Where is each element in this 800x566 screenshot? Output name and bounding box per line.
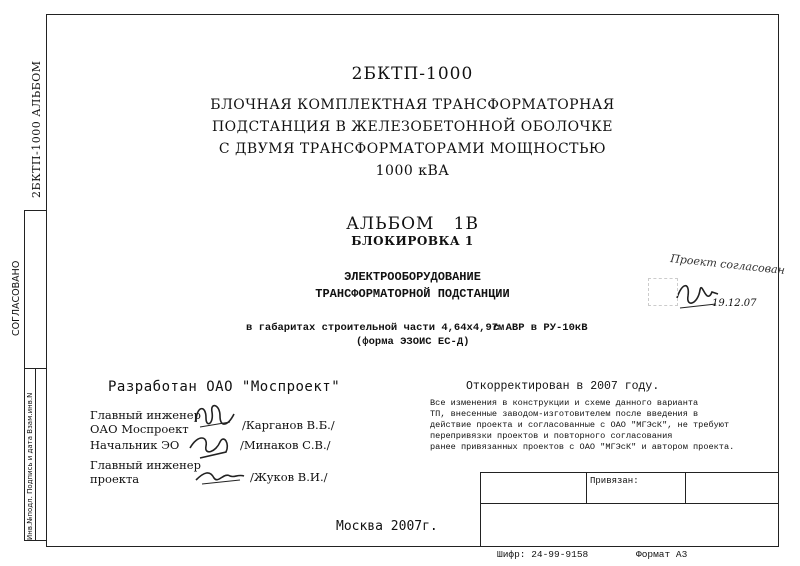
- side-stamp-bottom: [24, 540, 46, 541]
- person-1-name: /Карганов В.Б./: [242, 418, 335, 432]
- section-line-1: ЭЛЕКТРООБОРУДОВАНИЕ: [344, 270, 481, 284]
- stamp-mid-line: [480, 503, 779, 504]
- developer-label: Разработан ОАО "Моспроект": [108, 379, 341, 395]
- side-agreed-label: СОГЛАСОВАНО: [11, 260, 22, 336]
- person-1-role-line-2: ОАО Моспроект: [90, 422, 189, 436]
- correction-line-2: ТП, внесенные заводом-изготовителем после введения в: [430, 409, 699, 419]
- stamp-col-1: [586, 472, 587, 503]
- title-line-3: С ДВУМЯ ТРАНСФОРМАТОРАМИ МОЩНОСТЬЮ: [218, 141, 607, 157]
- correction-line-3: действие проекта и согласованные с ОАО "МГЭсК", не требуют: [430, 420, 730, 430]
- format-label: Формат А3: [636, 549, 688, 560]
- person-1-role-line-1: Главный инженер: [90, 408, 201, 422]
- cipher: Шифр: 24-99-9158: [497, 549, 589, 560]
- block-label: БЛОКИРОВКА 1: [351, 234, 474, 248]
- title-line-4: 1000 кВА: [375, 163, 450, 179]
- person-2-role: Начальник ЭО: [90, 438, 180, 452]
- correction-text: [430, 398, 734, 453]
- left-margin-line: [24, 210, 25, 540]
- correction-line-1: Все изменения в конструкции и схеме данного варианта: [430, 398, 699, 408]
- privyazan-label: Привязан:: [590, 476, 639, 486]
- project-code: 2БКТП-1000: [351, 64, 474, 84]
- side-album-label: 2БКТП-1000 АЛЬБОМ: [30, 60, 43, 198]
- stamp-top-line: [480, 472, 779, 473]
- avr-text: с АВР в РУ-10кВ: [493, 322, 588, 334]
- stamp-col-2: [685, 472, 686, 503]
- dims-text: в габаритах строительной части 4,64х4,97м: [246, 322, 505, 334]
- correction-line-4: перепривязки проектов и повторного согласования: [430, 431, 673, 441]
- person-3-role: [90, 458, 201, 486]
- approval-stamp-text: Проект согласован: [669, 252, 786, 277]
- title-line-2: ПОДСТАНЦИЯ В ЖЕЛЕЗОБЕТОННОЙ ОБОЛОЧКЕ: [211, 119, 614, 135]
- side-stamp-col: [35, 368, 36, 540]
- person-3-role-line-2: проекта: [90, 472, 140, 486]
- correction-line-5: ранее привязанных проектов с ОАО "МГЭсК" и автором проекта.: [430, 442, 735, 452]
- place-year: Москва 2007г.: [336, 519, 438, 534]
- person-3-name: /Жуков В.И./: [250, 470, 328, 484]
- agreed-box-top: [24, 210, 46, 211]
- form-text: (форма ЭЗОИС ЕС-Д): [356, 336, 470, 348]
- album-number: АЛЬБОМ 1В: [346, 214, 479, 234]
- stamp-left-line: [480, 472, 481, 547]
- signature-1-icon: [190, 400, 240, 432]
- title-line-1: БЛОЧНАЯ КОМПЛЕКТНАЯ ТРАНСФОРМАТОРНАЯ: [210, 97, 615, 113]
- faint-stamp-mark: [648, 278, 678, 306]
- person-1-role: [90, 408, 201, 436]
- correction-heading: Откорректирован в 2007 году.: [466, 380, 660, 393]
- signature-3-icon: [192, 464, 248, 490]
- person-2-name: /Минаков С.В./: [240, 438, 331, 452]
- approval-date: 19.12.07: [712, 298, 757, 309]
- person-3-role-line-1: Главный инженер: [90, 458, 201, 472]
- section-line-2: ТРАНСФОРМАТОРНОЙ ПОДСТАНЦИИ: [315, 287, 510, 301]
- side-stamp-label: Инв.№подл. Подпись и дата Взам.инв.N: [26, 392, 34, 540]
